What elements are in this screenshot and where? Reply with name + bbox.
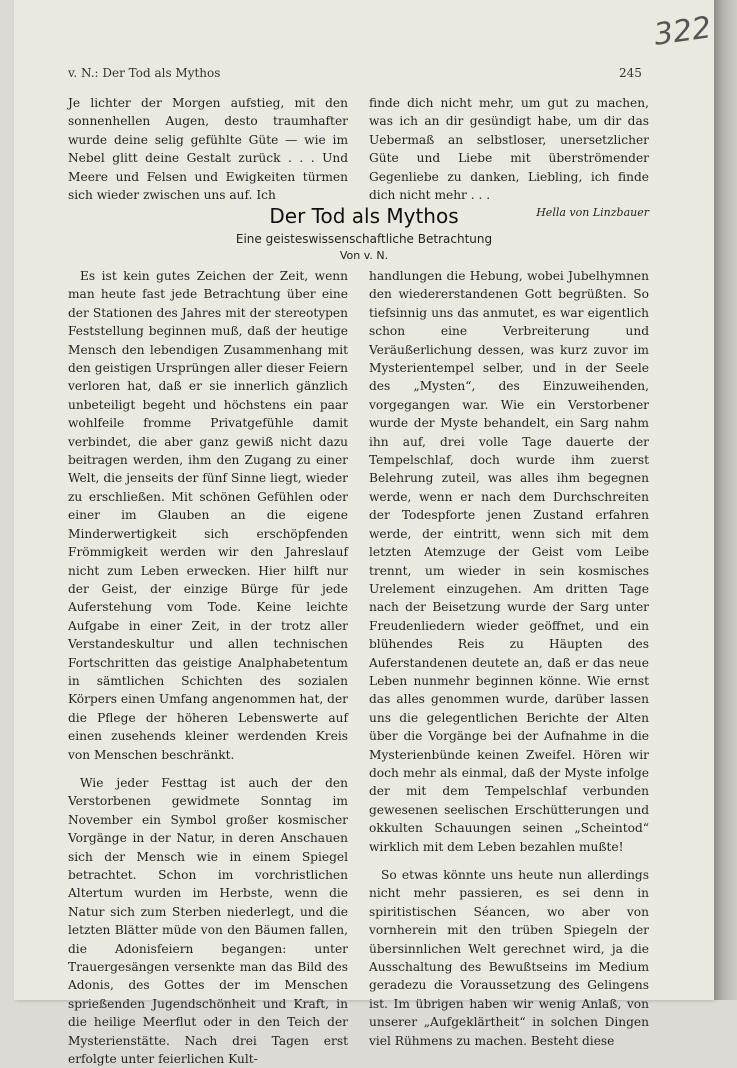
page-edge (714, 0, 737, 1000)
handwritten-note: 322 (651, 10, 714, 53)
book-page (14, 0, 714, 1067)
article-paragraph: So etwas könnte uns heute nun allerdings nicht mehr passieren, es sei denn in spiritistischen Séancen, wo aber von vornherein mit den trüben Spiegeln der übersinnlichen Welt gerechnet wird, ja die Ausschaltung des Bewußtseins im Medium geradezu die Voraussetzung des Gelingens ist. Im übrigen haben wir wenig Anlaß, von unserer „Aufgeklärtheit“ in solchen Dingen viel Rühmens zu machen. Besteht diese (369, 868, 649, 1048)
signature: Hella von Linzbauer (536, 206, 649, 220)
page-number: 245 (619, 66, 642, 80)
article-byline: Von v. N. (339, 249, 389, 262)
article-subtitle: Eine geisteswissenschaftliche Betrachtung (235, 232, 493, 246)
article-paragraph: handlungen die Hebung, wobei Jubelhymnen den wiedererstandenen Gott begrüßten. So tiefsinnig uns das anmutet, es war eigentlich schon eine Verbreiterung und Veräußerlichung dessen, was kurz zuvor im Mysterientempel selber, und in der Seele des „Mysten“, des Einzuweihenden, vorgegangen war. Wie ein Verstorbener wurde der Myste behandelt, ein Sarg nahm ihn auf, drei volle Tage dauerte der Tempelschlaf, doch wurde ihm zuerst Belehrung zuteil, was alles ihm begegnen werde, wenn er nach dem Durchschreiten der Todespforte jenen Zustand erfahren werde, der eintritt, wenn sich mit dem letzten Atemzuge der Geist vom Leibe trennt, um wieder in sein kosmisches Urelement einzugehen. Am dritten Tage nach der Beisetzung wurde der Sarg unter Freudenliedern wieder geöffnet, und ein blühendes Reis zu Häupten des Auferstandenen deutete an, daß er das neue Leben nunmehr beginnen könne. Wie ernst das alles genommen wurde, darüber lassen uns die gelegentlichen Berichte der Alten über die Vorgänge bei der Aufnahme in die Mysterienbünde keinen Zweifel. Hören wir doch mehr als einmal, daß der Myste infolge der mit dem Tempelschlaf verbunden gewesenen seelischen Erschütterungen und okkulten Schauungen seinen „Scheintod“ wirklich mit dem Leben bezahlen mußte! (369, 269, 649, 854)
article-right-column (369, 267, 649, 1050)
preceding-piece-left-column (68, 94, 348, 204)
preceding-piece-text-left: Je lichter der Morgen aufstieg, mit den sonnenhellen Augen, desto traumhafter wurde deine selig gefühlte Güte — wie im Nebel glitt deine Gestalt zurück . . . Und Meere und Felsen und Ewigkeiten türmen sich wieder zwischen uns auf. Ich (68, 96, 348, 203)
preceding-piece-text-right: finde dich nicht mehr, um gut zu machen, was ich an dir gesündigt habe, um dir das Uebermaß an selbstloser, unersetzlicher Güte und Liebe mit überströmender Gegenliebe zu danken, Liebling, ich finde dich nicht mehr . . . (369, 96, 649, 203)
article-title: Der Tod als Mythos (269, 204, 459, 228)
article-paragraph: Es ist kein gutes Zeichen der Zeit, wenn man heute fast jede Betrachtung über eine der Stationen des Jahres mit der stereotypen Feststellung beginnen muß, daß der heutige Mensch den lebendigen Zusammenhang mit den geistigen Ursprüngen aller dieser Feiern verloren hat, daß er sie innerlich gänzlich unbeteiligt begeht und höchstens ein paar wohlfeile fromme Privatgefühle damit verbindet, die aber ganz gewiß nicht dazu beitragen werden, ihm den Zugang zu einer Welt, die jenseits der fünf Sinne liegt, wieder zu erschließen. Mit schönen Gefühlen oder einer im Glauben an die eigene Minderwertigkeit sich erschöpfenden Frömmigkeit werden wir den Jahreslauf nicht zum Leben erwecken. Hier hilft nur der Geist, der einzige Bürge für jede Auferstehung vom Tode. Keine leichte Aufgabe in einer Zeit, in der trotz aller Verstandeskultur und allen technischen Fortschritten das geistige Analphabetentum in sämtlichen Schichten des sozialen Körpers einen Umfang angenommen hat, der die Pflege der höheren Lebenswerte auf einen zusehends kleiner werdenden Kreis von Menschen beschränkt. (68, 269, 348, 762)
article-left-column (68, 267, 348, 1068)
running-head: v. N.: Der Tod als Mythos (68, 66, 221, 80)
article-paragraph: Wie jeder Festtag ist auch der den Verstorbenen gewidmete Sonntag im November ein Symbol großer kosmischer Vorgänge in der Natur, in deren Anschauen sich der Mensch wie in einem Spiegel betrachtet. Schon im vorchristlichen Altertum wurden im Herbste, wenn die Natur sich zum Sterben niederlegt, und die letzten Blätter müde von den Bäumen fallen, die Adonisfeiern begangen: unter Trauergesängen versenkte man das Bild des Adonis, des Gottes der im Menschen sprießenden Jugendschönheit und Kraft, in die heilige Meerflut oder in den Teich der Mysterienstätte. Nach drei Tagen erst erfolgte unter feierlichen Kult- (68, 775, 348, 1067)
